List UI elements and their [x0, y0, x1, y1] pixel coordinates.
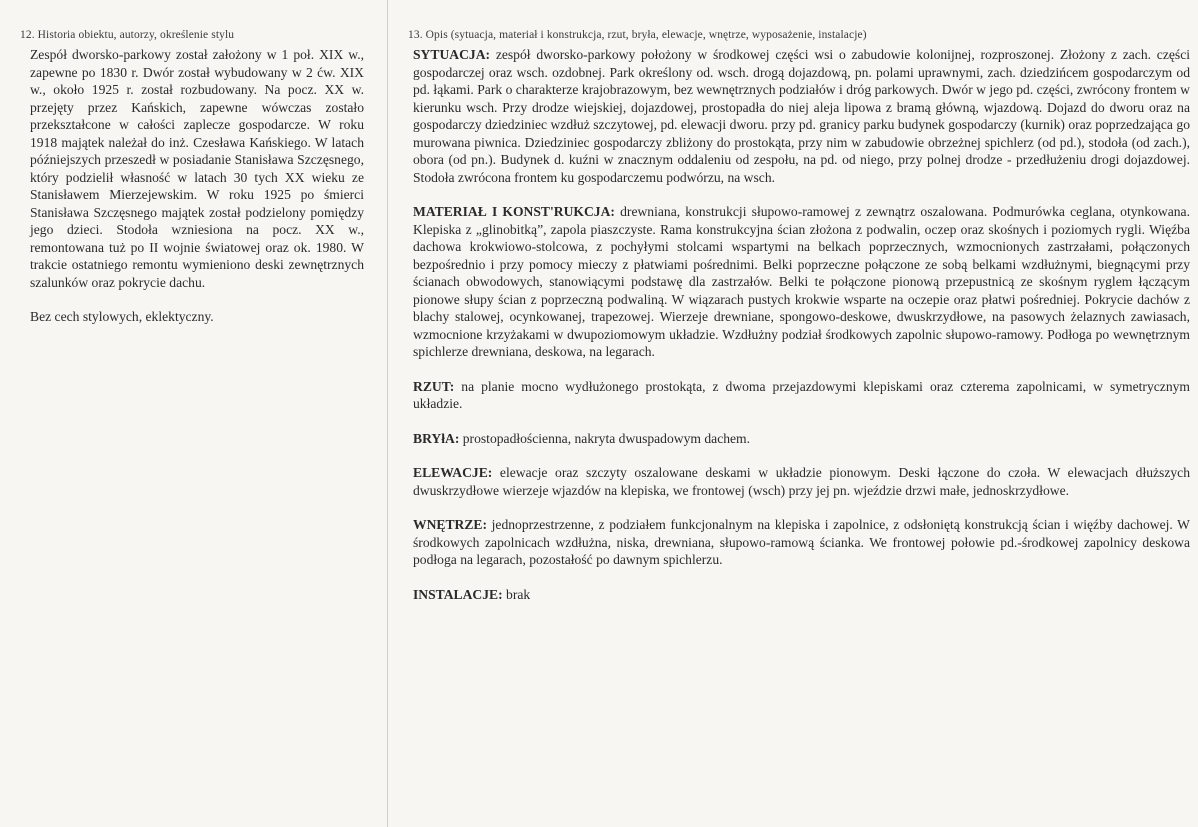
- description-text: [413, 46, 1190, 620]
- plan-paragraph: [413, 378, 1190, 413]
- plan-label: RZUT:: [413, 378, 455, 394]
- right-column: [389, 0, 1198, 827]
- material-label: MATERIAŁ I KONST'RUKCJA:: [413, 204, 615, 219]
- elevations-paragraph: [413, 464, 1190, 499]
- form-text: prostopadłościenna, nakryta dwuspadowym dachem.: [462, 430, 751, 446]
- situation-label: SYTUACJA:: [413, 47, 491, 62]
- material-paragraph: [413, 203, 1190, 361]
- situation-text: zespół dworsko-parkowy położony w środkowej części wsi o zabudowie kolonijnej, rozproszonej. Złożony z zach. części gospodarczej oraz wsch. ozdobnej. Park określony od. wsch. drogą dojazdową, pn. polami uprawnymi, zach. dziedzińcem gospodarczym od pd. łąkami. Park o charakterze krajobrazowym, bez wewnętrznych podziałów i dróg parkowych. Dwór w jego pd. części, zwrócony frontem w kierunku wsch. Przy drodze wiejskiej, dojazdowej, prostopadła do niej aleja lipowa z bramą główną, wjazdową. Dojazd do dworu oraz na gospodarczy dziedziniec wzdłuż szczytowej, pd. elewacji dworu. przy pd. granicy parku budynek gospodarczy (kurnik) oraz poprzedzająca go murowana piwnica. Dziedziniec gospodarczy zbliżony do prostokąta, przy nim w zabudowie obrzeżnej spichlerz (od pd.), stodoła (od zach.), obora (od pn.). Budynek d. kuźni w znacznym oddaleniu od zespołu, na pd. od niego, przy polnej drodze - przedłużeniu drogi dojazdowej. Stodoła zwrócona frontem ku gospodarczemu podwórzu, na wsch.: [413, 47, 1191, 185]
- history-paragraph: Zespół dworsko-parkowy został założony w 1 poł. XIX w., zapewne po 1830 r. Dwór został wybudowany w 2 ćw. XIX w., około 1925 r. został rozbudowany. Na pocz. XX w. przejęty przez Kańskich, zapewne wówczas zostało przekształcone w całości zaplecze gospodarcze. W roku 1918 majątek należał do inż. Czesława Kańskiego. W latach późniejszych przeszedł w posiadanie Stanisława Szczęsnego, który podzielił własność w latach 30 tych XX wieku ze Stanisławem Mierzejewskim. W roku 1925 po śmierci Stanisława Szczęsnego majątek został podzielony pomiędzy jego dzieci. Stodoła wzniesiona na pocz. XX w., remontowana tuż po II wojnie światowej oraz ok. 1980. W trakcie ostatniego remontu wymieniono deski zewnętrznych szalunków oraz pokrycie dachu.: [30, 47, 364, 290]
- interior-label: WNĘTRZE:: [413, 517, 488, 532]
- elevations-label: ELEWACJE:: [413, 465, 493, 480]
- form-label: BRYłA:: [413, 430, 460, 446]
- situation-paragraph: [413, 46, 1190, 186]
- interior-text: jednoprzestrzenne, z podziałem funkcjonalnym na klepiska i zapolnice, z odsłoniętą konstrukcją ścian i więźby dachowej. W środkowych zapolnicach wzdłużna, niska, drewniana, słupowo-ramową ścianka. We frontowej połowie pd.-środkowej zapolnicy deskowa podłoga na legarach, pozostałość po dawnym spichlerzu.: [413, 517, 1190, 567]
- elevations-text: elewacje oraz szczyty oszalowane deskami w układzie pionowym. Deski łączone do czoła. W elewacjach dłuższych dwuskrzydłowe wierzeje wjazdów na klepiska, we frontowej (wsch) przy jej pn. wjeździe drzwi małe, jednoskrzydłowe.: [413, 465, 1191, 498]
- installations-paragraph: [413, 586, 1190, 604]
- installations-label: INSTALACJE:: [413, 586, 503, 602]
- style-paragraph: Bez cech stylowych, eklektyczny.: [30, 309, 214, 324]
- form-paragraph: [413, 430, 1190, 448]
- installations-text: brak: [506, 586, 531, 602]
- history-text: [30, 46, 364, 326]
- left-column: [0, 0, 388, 827]
- section-13-heading: 13. Opis (sytuacja, materiał i konstrukcja, rzut, bryła, elewacje, wnętrze, wyposażenie, instalacje): [408, 29, 867, 41]
- material-text: drewniana, konstrukcji słupowo-ramowej z zewnątrz oszalowana. Podmurówka ceglana, otynkowana. Klepiska z „glinobitką”, zapola piaszczyste. Rama konstrukcyjna ścian złożona z podwalin, oczep oraz skośnych i poziomych rygli. Więźba dachowa krokwiowo-stolcowa, z pochyłymi stolcami wspartymi na belkach poprzecznych, wzmocnionych zastrzałami, połączonych bezpośrednio i przy pomocy mieczy z płatwiami pośrednimi. Belki poprzeczne połączone ze sobą belkami wzdłużnymi, biegnącymi przy ścianach obwodowych, stanowiącymi podstawę dla zastrzałów. Belki te połączone pionową przepustnicą ze skośnym ryglem łączącym pionowe słupy ścian z poprzeczną podwaliną. W wiązarach pustych krokwie wsparte na oczepie oraz płatwi pośredniej. Pokrycie dachów z blachy stalowej, ocynkowanej, trapezowej. Wierzeje drewniane, spongowo-deskowe, dwuskrzydłowe, na pasowych żelaznych zawiasach, wzmocnione krzyżakami w dwupoziomowym układzie. Wzdłużny podział środkowych zapolnic słupowo-ramowy. Podłoga po wewnętrznym spichlerze drewniana, deskowa, na legarach.: [413, 204, 1190, 359]
- plan-text: na planie mocno wydłużonego prostokąta, z dwoma przejazdowymi klepiskami oraz czterema zapolnicami, w symetrycznym układzie.: [413, 378, 1190, 411]
- section-12-heading: 12. Historia obiektu, autorzy, określenie stylu: [20, 29, 235, 41]
- interior-paragraph: [413, 516, 1190, 569]
